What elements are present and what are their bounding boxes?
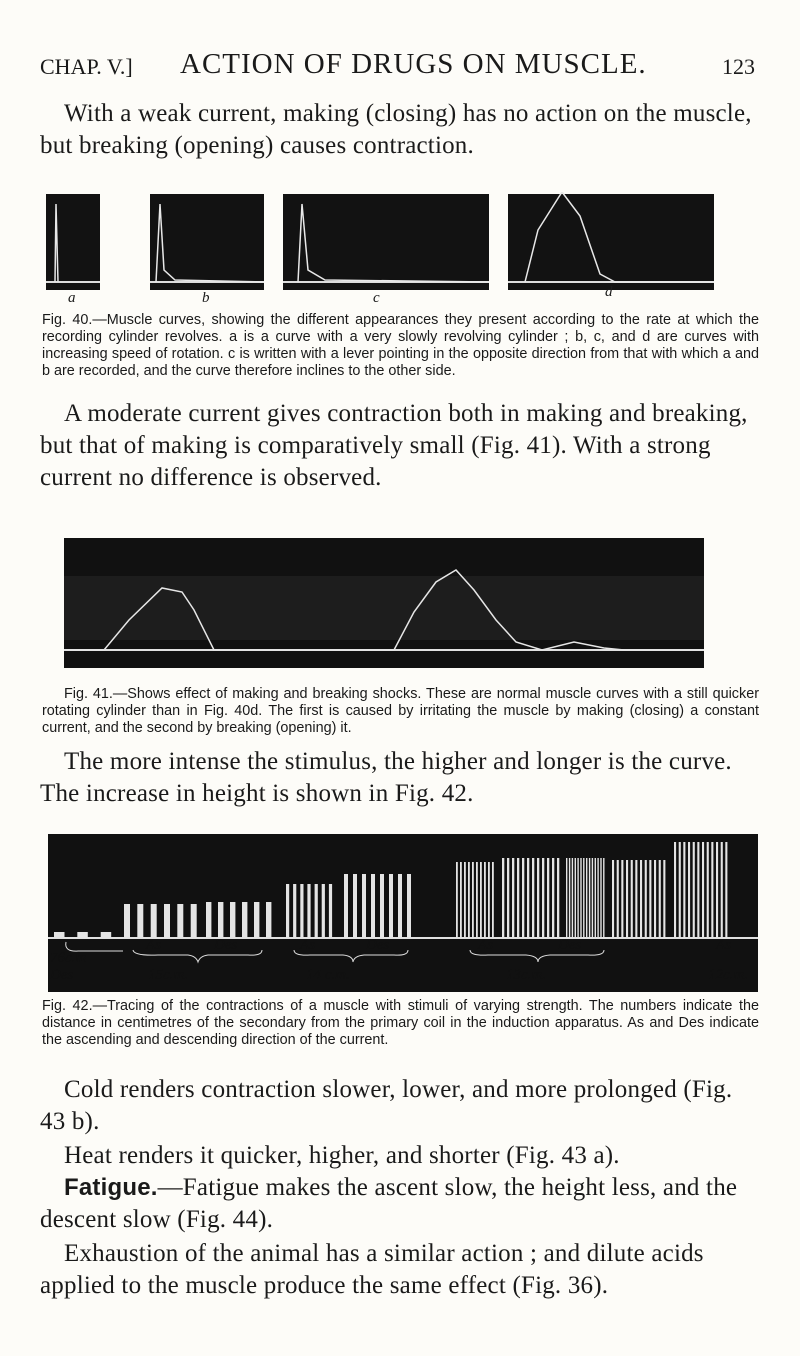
fig42-stroke xyxy=(577,858,578,938)
figure-42-caption: Fig. 42.—Tracing of the contractions of a muscle with stimuli of varying strength. The numbers indicate the distance in centimetres of the secondary from the primary coil in the induction apparatus. As and Des indicate the ascending and descending direction of the current. xyxy=(42,998,759,1048)
fig42-stroke xyxy=(679,842,681,938)
fig42-stroke xyxy=(407,874,411,938)
fig42-stroke xyxy=(380,874,384,938)
fig42-stroke xyxy=(635,860,637,938)
paragraph-exhaustion: Exhaustion of the animal has a similar action ; and dilute acids applied to the muscle produce the same effect (Fig. 36). xyxy=(40,1240,704,1299)
figure-40 xyxy=(40,192,760,307)
fig40-panel-c xyxy=(283,194,489,290)
fig42-stroke xyxy=(191,904,197,938)
fig42-stroke xyxy=(460,862,462,938)
fig42-as-1: As xyxy=(146,937,161,953)
fig42-stroke xyxy=(592,858,593,938)
fig42-13cm: 13c.m. xyxy=(506,967,546,983)
figure-40-plates xyxy=(40,192,760,307)
fig42-stroke xyxy=(586,858,587,938)
fig42-stroke xyxy=(597,858,598,938)
fig42-stroke xyxy=(77,932,88,938)
chapter-label: CHAP. V.] xyxy=(40,54,133,79)
fig42-stroke xyxy=(464,862,466,938)
fig42-stroke xyxy=(547,858,549,938)
paragraph-intense-stimulus: The more intense the stimulus, the higher and longer is the curve. The increase in height is shown in Fig. 42. xyxy=(40,748,732,807)
fig42-des-3: Des xyxy=(558,937,582,953)
fig42-stroke xyxy=(502,858,504,938)
fig42-des-1: Des xyxy=(214,937,238,953)
fig42-stroke xyxy=(589,858,590,938)
fig42-stroke xyxy=(693,842,695,938)
fig42-stroke xyxy=(218,902,223,938)
paragraph-moderate-current: A moderate current gives contraction both in making and breaking, but that of making is comparatively small (Fig. 41). With a strong current no difference is observed. xyxy=(40,400,748,491)
fatigue-heading: Fatigue. xyxy=(64,1174,158,1201)
fig42-stroke xyxy=(707,842,709,938)
fig42-stroke xyxy=(362,874,366,938)
fig42-stroke xyxy=(484,862,486,938)
fig42-stroke xyxy=(344,874,348,938)
fig42-stroke xyxy=(537,858,539,938)
fig42-stroke xyxy=(552,858,554,938)
fig42-stroke xyxy=(389,874,393,938)
running-title: ACTION OF DRUGS ON MUSCLE. xyxy=(180,48,647,80)
fig42-stroke xyxy=(580,858,581,938)
fig42-stroke xyxy=(557,858,559,938)
figure-41-plate xyxy=(64,538,704,670)
fig42-stroke xyxy=(54,932,65,938)
figure-42-plate xyxy=(48,834,758,994)
fig42-12cm: 12c.m. xyxy=(708,967,748,983)
paragraph-fatigue: Fatigue.—Fatigue makes the ascent slow, the height less, and the descent slow (Fig. 44). xyxy=(40,1174,738,1233)
fig42-stroke xyxy=(480,862,482,938)
fig42-stroke xyxy=(612,860,614,938)
fig42-stroke xyxy=(293,884,296,938)
fig42-stroke xyxy=(595,858,596,938)
fig42-stroke xyxy=(300,884,303,938)
fig42-stroke xyxy=(522,858,524,938)
fig40-label-a: a xyxy=(68,290,76,306)
fig42-stroke xyxy=(322,884,325,938)
fig42-stroke xyxy=(645,860,647,938)
fig42-stroke xyxy=(230,902,235,938)
fig42-stroke xyxy=(266,902,271,938)
fig42-stroke xyxy=(507,858,509,938)
fig40-label-b: b xyxy=(202,290,210,306)
fig42-stroke xyxy=(626,860,628,938)
fig42-stroke xyxy=(206,902,211,938)
fig42-stroke xyxy=(512,858,514,938)
fig42-76cm: 76c.m xyxy=(50,950,87,966)
figure-40-caption: Fig. 40.—Muscle curves, showing the different appearances they present according to the rate at which the recording cylinder revolves. a is a curve with a very slowly revolving cylinder ; b, c, and d are curves with increasing speed of rotation. c is written with a lever pointing in the opposite direction from that with which a and b are recorded, and the curve therefore inclines to the other side. xyxy=(42,312,759,379)
fig42-stroke xyxy=(315,884,318,938)
fig42-stroke xyxy=(476,862,478,938)
fig42-stroke xyxy=(164,904,170,938)
fig42-stroke xyxy=(654,860,656,938)
fig42-stroke xyxy=(468,862,470,938)
fig42-stroke xyxy=(716,842,718,938)
fig42-stroke xyxy=(569,858,570,938)
fig42-stroke xyxy=(631,860,633,938)
fig42-stroke xyxy=(674,842,676,938)
fig42-stroke xyxy=(101,932,112,938)
fig42-stroke xyxy=(286,884,289,938)
fig42-stroke xyxy=(527,858,529,938)
fig42-stroke xyxy=(603,858,604,938)
fig42-des-left: Des xyxy=(50,967,74,983)
fig40-panel-d xyxy=(508,192,714,290)
fig42-stroke xyxy=(307,884,310,938)
fig42-stroke xyxy=(683,842,685,938)
fig40-panel-b xyxy=(150,194,264,290)
fig42-stroke xyxy=(329,884,332,938)
fig42-stroke xyxy=(488,862,490,938)
fig42-stroke xyxy=(721,842,723,938)
fig42-stroke xyxy=(663,860,665,938)
fig42-stroke xyxy=(621,860,623,938)
fig42-stroke xyxy=(124,904,130,938)
fig42-stroke xyxy=(659,860,661,938)
fig42-stroke xyxy=(725,842,727,938)
fig42-stroke xyxy=(398,874,402,938)
page-number: 123 xyxy=(722,54,755,79)
fig42-stroke xyxy=(532,858,534,938)
fig42-stroke xyxy=(600,858,601,938)
fig42-stroke xyxy=(517,858,519,938)
fig42-stroke xyxy=(151,904,157,938)
fig40-panel-a xyxy=(46,194,100,290)
fig42-stroke xyxy=(492,862,494,938)
paragraph-weak-current: With a weak current, making (closing) has no action on the muscle, but breaking (opening) causes contraction. xyxy=(40,100,752,159)
fig42-stroke xyxy=(566,858,567,938)
fig42-stroke xyxy=(640,860,642,938)
figure-42 xyxy=(48,834,758,994)
fig42-stroke xyxy=(649,860,651,938)
fig42-stroke xyxy=(711,842,713,938)
fig42-des-2: Des xyxy=(366,937,390,953)
figure-41-caption: Fig. 41.—Shows effect of making and breaking shocks. These are normal muscle curves with a still quicker rotating cylinder than in Fig. 40d. The first is caused by irritating the muscle by making (closing) a constant current, and the second by breaking (opening) it. xyxy=(42,686,759,736)
fig42-stroke xyxy=(472,862,474,938)
fig42-stroke xyxy=(702,842,704,938)
fig42-stroke xyxy=(617,860,619,938)
fig40-label-c: c xyxy=(373,290,380,306)
fig42-stroke xyxy=(242,902,247,938)
fig42-stroke xyxy=(177,904,183,938)
page-header xyxy=(40,48,755,84)
fig42-as-2: As xyxy=(300,937,315,953)
fig42-stroke xyxy=(575,858,576,938)
fig42-stroke xyxy=(688,842,690,938)
fig42-stroke xyxy=(371,874,375,938)
fig42-15cm: 15c.m. xyxy=(148,967,188,983)
fig42-as-4: As xyxy=(716,937,731,953)
paragraph-heat: Heat renders it quicker, higher, and shorter (Fig. 43 a). xyxy=(64,1142,620,1169)
fig42-stroke xyxy=(542,858,544,938)
paragraph-cold: Cold renders contraction slower, lower, and more prolonged (Fig. 43 b). xyxy=(40,1076,733,1135)
fig42-14cm: 14 c.m. xyxy=(306,967,350,983)
fig42-stroke xyxy=(254,902,259,938)
fig42-stroke xyxy=(572,858,573,938)
fig40-label-d: d xyxy=(605,284,613,300)
fig42-stroke xyxy=(353,874,357,938)
fig42-stroke xyxy=(137,904,143,938)
fig42-stroke xyxy=(697,842,699,938)
fig42-as-3: As xyxy=(478,937,493,953)
figure-41 xyxy=(64,538,704,670)
fig42-stroke xyxy=(583,858,584,938)
fig42-stroke xyxy=(456,862,458,938)
